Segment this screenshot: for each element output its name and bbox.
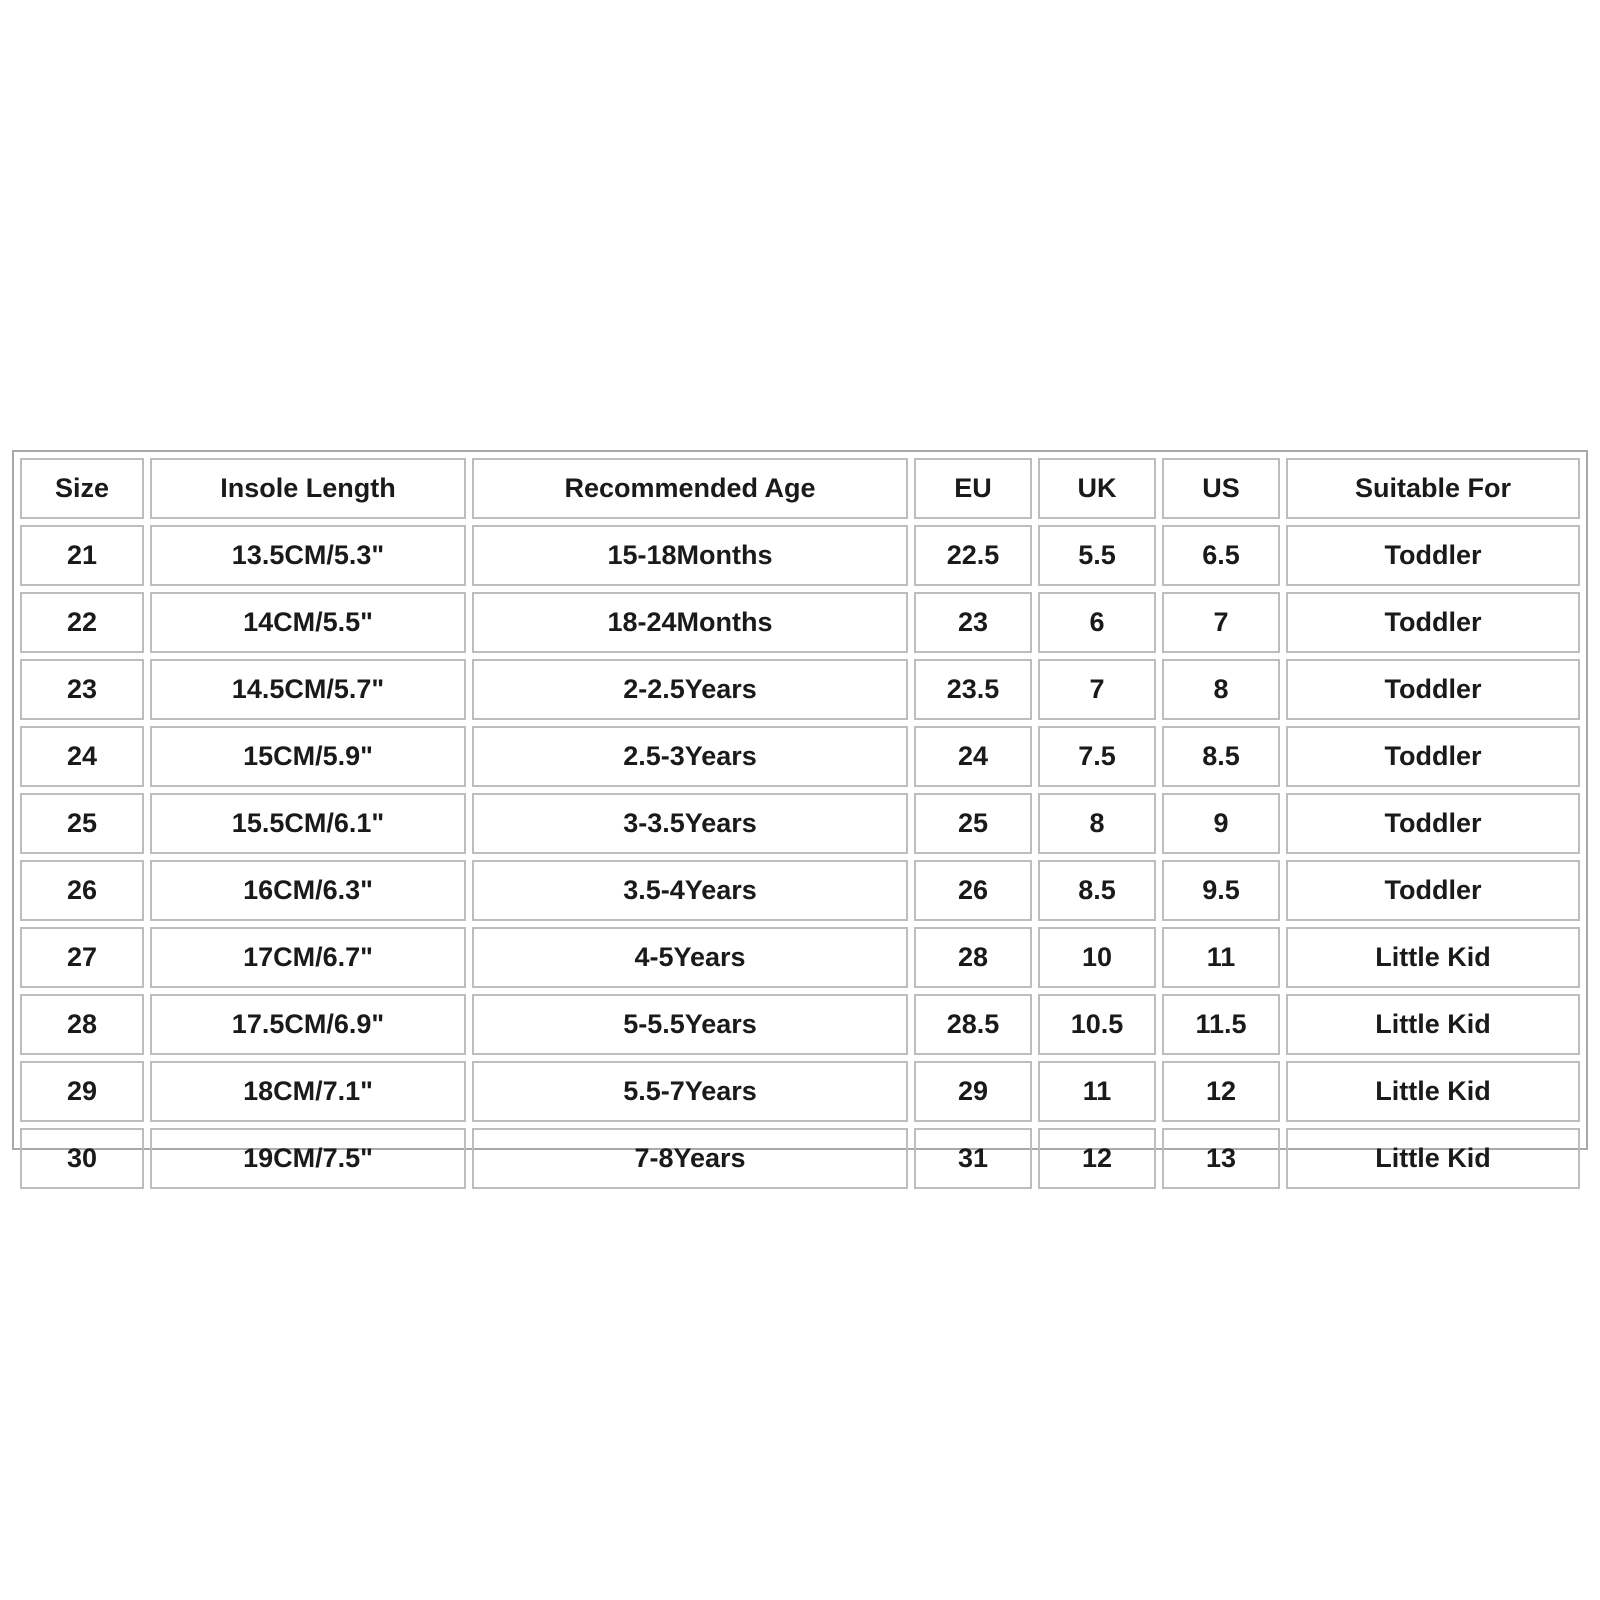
cell-us: 11.5 xyxy=(1162,994,1280,1055)
header-size: Size xyxy=(20,458,144,519)
cell-insole-length: 15.5CM/6.1" xyxy=(150,793,466,854)
header-us: US xyxy=(1162,458,1280,519)
cell-size: 23 xyxy=(20,659,144,720)
cell-eu: 29 xyxy=(914,1061,1032,1122)
cell-size: 27 xyxy=(20,927,144,988)
cell-suitable-for: Toddler xyxy=(1286,793,1580,854)
cell-insole-length: 18CM/7.1" xyxy=(150,1061,466,1122)
cell-suitable-for: Little Kid xyxy=(1286,927,1580,988)
cell-uk: 6 xyxy=(1038,592,1156,653)
cell-uk: 7 xyxy=(1038,659,1156,720)
header-insole-length: Insole Length xyxy=(150,458,466,519)
cell-size: 29 xyxy=(20,1061,144,1122)
cell-size: 30 xyxy=(20,1128,144,1189)
cell-insole-length: 14CM/5.5" xyxy=(150,592,466,653)
header-uk: UK xyxy=(1038,458,1156,519)
cell-uk: 11 xyxy=(1038,1061,1156,1122)
cell-recommended-age: 3-3.5Years xyxy=(472,793,908,854)
cell-us: 11 xyxy=(1162,927,1280,988)
cell-insole-length: 13.5CM/5.3" xyxy=(150,525,466,586)
cell-size: 26 xyxy=(20,860,144,921)
cell-eu: 31 xyxy=(914,1128,1032,1189)
cell-suitable-for: Little Kid xyxy=(1286,1128,1580,1189)
cell-recommended-age: 4-5Years xyxy=(472,927,908,988)
cell-recommended-age: 5.5-7Years xyxy=(472,1061,908,1122)
cell-insole-length: 19CM/7.5" xyxy=(150,1128,466,1189)
cell-recommended-age: 3.5-4Years xyxy=(472,860,908,921)
cell-suitable-for: Toddler xyxy=(1286,860,1580,921)
cell-size: 21 xyxy=(20,525,144,586)
cell-size: 22 xyxy=(20,592,144,653)
size-chart xyxy=(12,450,1588,1173)
cell-eu: 23.5 xyxy=(914,659,1032,720)
table-row xyxy=(20,659,1580,720)
cell-us: 8 xyxy=(1162,659,1280,720)
size-chart-table xyxy=(14,452,1586,1195)
cell-suitable-for: Toddler xyxy=(1286,659,1580,720)
cell-us: 12 xyxy=(1162,1061,1280,1122)
cell-eu: 26 xyxy=(914,860,1032,921)
cell-us: 8.5 xyxy=(1162,726,1280,787)
cell-uk: 10 xyxy=(1038,927,1156,988)
table-row xyxy=(20,927,1580,988)
table-row xyxy=(20,793,1580,854)
header-row xyxy=(20,458,1580,519)
cell-eu: 24 xyxy=(914,726,1032,787)
cell-recommended-age: 7-8Years xyxy=(472,1128,908,1189)
cell-uk: 5.5 xyxy=(1038,525,1156,586)
cell-suitable-for: Toddler xyxy=(1286,525,1580,586)
cell-insole-length: 14.5CM/5.7" xyxy=(150,659,466,720)
cell-uk: 10.5 xyxy=(1038,994,1156,1055)
cell-eu: 28.5 xyxy=(914,994,1032,1055)
cell-recommended-age: 2-2.5Years xyxy=(472,659,908,720)
cell-insole-length: 17CM/6.7" xyxy=(150,927,466,988)
cell-eu: 23 xyxy=(914,592,1032,653)
table-row xyxy=(20,1061,1580,1122)
cell-uk: 8.5 xyxy=(1038,860,1156,921)
cell-insole-length: 15CM/5.9" xyxy=(150,726,466,787)
table-row xyxy=(20,592,1580,653)
cell-recommended-age: 5-5.5Years xyxy=(472,994,908,1055)
cell-suitable-for: Little Kid xyxy=(1286,994,1580,1055)
cell-recommended-age: 15-18Months xyxy=(472,525,908,586)
header-eu: EU xyxy=(914,458,1032,519)
cell-insole-length: 16CM/6.3" xyxy=(150,860,466,921)
table-row xyxy=(20,726,1580,787)
cell-eu: 25 xyxy=(914,793,1032,854)
cell-eu: 28 xyxy=(914,927,1032,988)
cell-uk: 12 xyxy=(1038,1128,1156,1189)
cell-eu: 22.5 xyxy=(914,525,1032,586)
cell-us: 13 xyxy=(1162,1128,1280,1189)
cell-size: 24 xyxy=(20,726,144,787)
cell-uk: 7.5 xyxy=(1038,726,1156,787)
header-suitable-for: Suitable For xyxy=(1286,458,1580,519)
cell-us: 6.5 xyxy=(1162,525,1280,586)
cell-size: 25 xyxy=(20,793,144,854)
cell-uk: 8 xyxy=(1038,793,1156,854)
table-row xyxy=(20,860,1580,921)
cell-suitable-for: Toddler xyxy=(1286,592,1580,653)
table-row xyxy=(20,1128,1580,1189)
cell-recommended-age: 18-24Months xyxy=(472,592,908,653)
cell-us: 7 xyxy=(1162,592,1280,653)
cell-us: 9 xyxy=(1162,793,1280,854)
cell-us: 9.5 xyxy=(1162,860,1280,921)
cell-suitable-for: Little Kid xyxy=(1286,1061,1580,1122)
table-row xyxy=(20,994,1580,1055)
cell-insole-length: 17.5CM/6.9" xyxy=(150,994,466,1055)
table-row xyxy=(20,525,1580,586)
cell-suitable-for: Toddler xyxy=(1286,726,1580,787)
header-recommended-age: Recommended Age xyxy=(472,458,908,519)
cell-recommended-age: 2.5-3Years xyxy=(472,726,908,787)
cell-size: 28 xyxy=(20,994,144,1055)
